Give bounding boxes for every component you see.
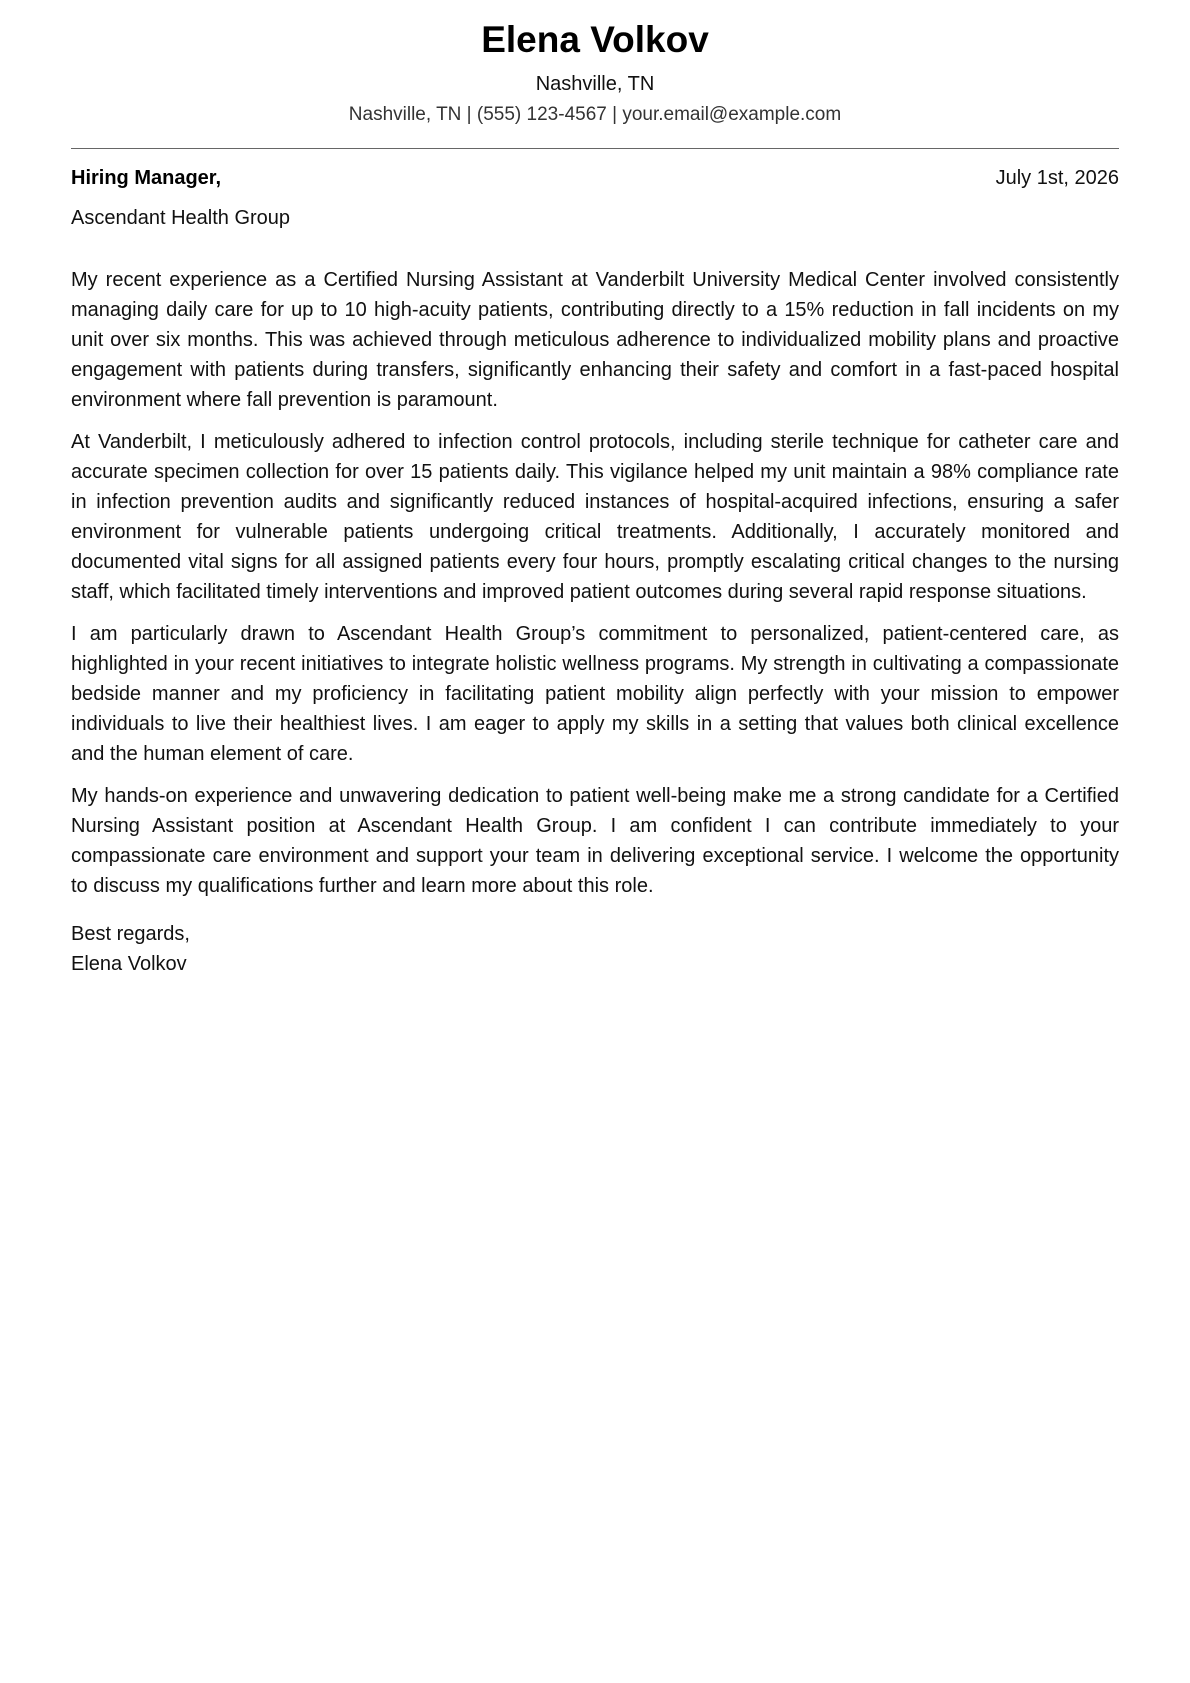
signature-name: Elena Volkov [71, 953, 187, 975]
body-paragraph-2: At Vanderbilt, I meticulously adhered to infection control protocols, including sterile technique for catheter care and accurate specimen collection for over 15 patients daily. This vigilance helped my unit maintain a 98% compliance rate in infection prevention audits and significantly reduced instances of hospital-acquired infections, ensuring a safer environment for vulnerable patients undergoing critical treatments. Additionally, I accurately monitored and documented vital signs for all assigned patients every four hours, promptly escalating critical changes to the nursing staff, which facilitated timely interventions and improved patient outcomes during several rapid response situations. [71, 431, 1119, 603]
recipient-salutation: Hiring Manager, [71, 167, 222, 189]
applicant-contact-line: Nashville, TN | (555) 123-4567 | your.email@example.com [348, 104, 842, 125]
body-paragraph-4: My hands-on experience and unwavering dedication to patient well-being make me a strong candidate for a Certified Nursing Assistant position at Ascendant Health Group. I am confident I can contribute immediately to your compassionate care environment and support your team in delivering exceptional service. I welcome the opportunity to discuss my qualifications further and learn more about this role. [71, 785, 1119, 897]
letter-date: July 1st, 2026 [995, 167, 1119, 189]
letter-body [71, 265, 1119, 901]
recipient-date-row [71, 163, 1119, 193]
body-paragraph-3: I am particularly drawn to Ascendant Health Group’s commitment to personalized, patient-centered care, as highlighted in your recent initiatives to integrate holistic wellness programs. My strength in cultivating a compassionate bedside manner and my proficiency in facilitating patient mobility align perfectly with your mission to empower individuals to live their healthiest lives. I am eager to apply my skills in a setting that values both clinical excellence and the human element of care. [71, 623, 1119, 765]
header-divider [71, 148, 1119, 149]
applicant-name: Elena Volkov [481, 19, 709, 60]
recipient-company: Ascendant Health Group [71, 207, 291, 229]
body-paragraph-1: My recent experience as a Certified Nursing Assistant at Vanderbilt University Medical Center involved consistently managing daily care for up to 10 high-acuity patients, contributing directly to a 15% reduction in fall incidents on my unit over six months. This was achieved through meticulous adherence to individualized mobility plans and proactive engagement with patients during transfers, significantly enhancing their safety and comfort in a fast-paced hospital environment where fall prevention is paramount. [71, 269, 1119, 411]
letter-closing [71, 919, 1119, 979]
applicant-location: Nashville, TN [535, 73, 655, 95]
closing-phrase: Best regards, [71, 923, 190, 945]
letter-header [71, 0, 1119, 128]
